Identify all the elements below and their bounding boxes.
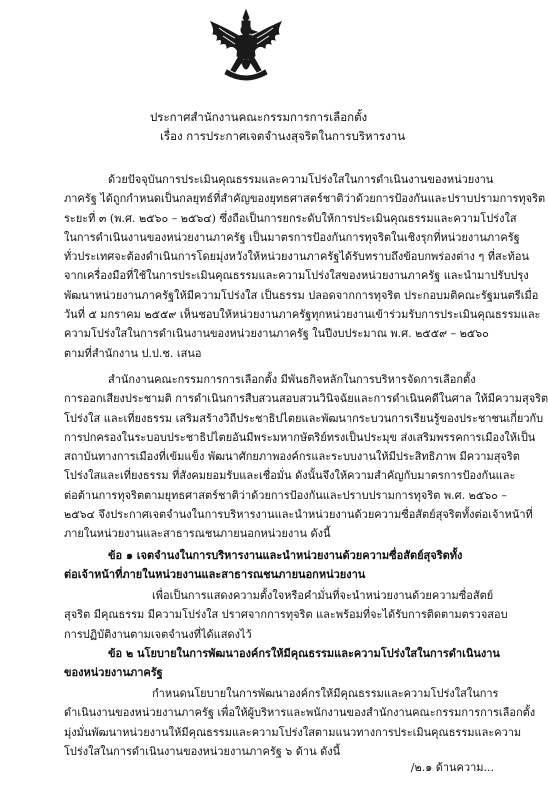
paragraph-line: เพื่อเป็นการแสดงความตั้งใจหรือคำมั่นที่จะนำหน่วยงานด้วยความซื่อสัตย์ (152, 589, 494, 602)
paragraph-line: มุ่งมั่นพัฒนาหน่วยงานให้มีคุณธรรมและความโปร่งใสตามแนวทางการประเมินคุณธรรมและความ (64, 725, 522, 739)
paragraph-line: โปร่งใสและเที่ยงธรรม ที่สังคมยอมรับและเชื่อมั่น ดังนั้นจึงให้ความสำคัญกับมาตรการป้องกันและ (64, 469, 516, 483)
title-block (150, 108, 405, 146)
paragraph-line: ระยะที่ ๓ (พ.ศ. ๒๕๖๐ – ๒๕๖๔) ซึ่งถือเป็นการยกระดับให้การประเมินคุณธรรมและความโปร่งใส (64, 211, 517, 225)
item-1-heading (64, 546, 488, 585)
paragraph-line: ตามที่สำนักงาน ป.ป.ช. เสนอ (64, 346, 202, 360)
paragraph-1 (64, 170, 546, 363)
item-2-heading (64, 644, 500, 683)
subject-line: เรื่อง การประกาศเจตจำนงสุจริตในการบริหารงาน (160, 129, 406, 143)
paragraph-line: สำนักงานคณะกรรมการการเลือกตั้ง มีพันธกิจหลักในการบริหารจัดการเลือกตั้ง (108, 373, 476, 386)
paragraph-line: ด้วยปัจจุบันการประเมินคุณธรรมและความโปร่งใสในการดำเนินงานของหน่วยงาน (108, 173, 494, 186)
paragraph-line: พัฒนาหน่วยงานภาครัฐให้มีความโปร่งใส เป็นธรรม ปลอดจากการทุจริต ประกอบมติคณะรัฐมนตรีเมื่อ (64, 288, 539, 302)
paragraph-line: จากเครื่องมือที่ใช้ในการประเมินคุณธรรมและความโปร่งใสของหน่วยงานภาครัฐ และนำมาปรับปรุง (64, 269, 529, 283)
heading-line: ข้อ ๑ เจตจำนงในการบริหารงานและนำหน่วยงานด้วยความซื่อสัตย์สุจริตทั้ง (108, 549, 463, 562)
paragraph-line: การปกครองในระบอบประชาธิปไตยอันมีพระมหากษัตริย์ทรงเป็นประมุข ส่งเสริมพรรคการเมืองให้เป็น (64, 430, 536, 444)
paragraph-line: ต่อต้านการทุจริตตามยุทธศาสตร์ชาติว่าด้วยการป้องกันและปราบปรามการทุจริต พ.ศ. ๒๕๖๐ – (64, 488, 507, 502)
paragraph-line: การปฏิบัติงานตามเจตจำนงที่ได้แสดงไว้ (64, 627, 252, 641)
paragraph-line: วันที่ ๕ มกราคม ๒๕๕๙ เห็นชอบให้หน่วยงานภาครัฐทุกหน่วยงานเข้าร่วมรับการประเมินคุณธรรมและ (64, 308, 541, 322)
paragraph-line: ภาครัฐ ได้ถูกกำหนดเป็นกลยุทธ์ที่สำคัญของยุทธศาสตร์ชาติว่าด้วยการป้องกันและปราบปรามการทุจริต (64, 192, 546, 206)
paragraph-line: ทั่วประเทศจะต้องดำเนินการโดยมุ่งหวังให้หน่วยงานภาครัฐได้รับทราบถึงข้อบกพร่องต่าง ๆ ที่สะท้อน (64, 250, 529, 264)
garuda-emblem-icon (205, 8, 287, 86)
paragraph-line: กำหนดนโยบายในการพัฒนาองค์กรให้มีคุณธรรมและความโปร่งใสในการ (152, 687, 499, 700)
paragraph-line: โปร่งใสในการดำเนินงานของหน่วยงานภาครัฐ ๖ ด้าน ดังนี้ (64, 744, 341, 758)
heading-line: ต่อเจ้าหน้าที่ภายในหน่วยงานและสาธารณชนภายนอกหน่วยงาน (64, 568, 366, 582)
paragraph-line: ภายในหน่วยงานและสาธารณชนภายนอกหน่วยงาน ดังนี้ (64, 527, 331, 541)
paragraph-line: สถาบันทางการเมืองที่เข้มแข็ง พัฒนาศักยภาพองค์กรและระบบงานให้มีประสิทธิภาพ มีความสุจริต (64, 450, 520, 464)
paragraph-line: ในการดำเนินงานของหน่วยงานภาครัฐ เป็นมาตรการป้องกันการทุจริตในเชิงรุกที่หน่วยงานภาครัฐ (64, 230, 520, 244)
heading-line: ข้อ ๒ นโยบายในการพัฒนาองค์กรให้มีคุณธรรมและความโปร่งใสในการดำเนินงาน (108, 647, 500, 660)
heading-line: ของหน่วยงานภาครัฐ (64, 666, 163, 680)
item-2-body (64, 684, 536, 761)
paragraph-line: ๒๕๖๔ จึงประกาศเจตจำนงในการบริหารงานและนำหน่วยงานด้วยความซื่อสัตย์สุจริตทั้งต่อเจ้าหน้าที่ (64, 508, 533, 522)
paragraph-line: ความโปร่งใสในการดำเนินงานของหน่วยงานภาครัฐ ในปีงบประมาณ พ.ศ. ๒๕๕๙ – ๒๕๖๐ (64, 327, 489, 341)
item-1-body (64, 586, 508, 644)
paragraph-2 (64, 370, 548, 544)
agency-title: ประกาศสำนักงานคณะกรรมการการเลือกตั้ง (150, 110, 368, 124)
continuation-marker: /๒.๑ ด้านความ... (410, 761, 494, 774)
paragraph-line: โปร่งใส และเที่ยงธรรม เสริมสร้างวิถีประชาธิปไตยและพัฒนากระบวนการเรียนรู้ของประชาชนเกี่ยวกับ (64, 411, 544, 425)
paragraph-line: ดำเนินงานของหน่วยงานภาครัฐ เพื่อให้ผู้บริหารและพนักงานของสำนักงานคณะกรรมการการเลือกตั้ง (64, 706, 536, 720)
paragraph-line: การออกเสียงประชามติ การดำเนินการสืบสวนสอบสวนวินิจฉัยและการดำเนินคดีในศาล ให้มีความสุจริต (64, 392, 548, 406)
paragraph-line: สุจริต มีคุณธรรม มีความโปร่งใส ปราศจากการทุจริต และพร้อมที่จะได้รับการติดตามตรวจสอบ (64, 608, 508, 622)
